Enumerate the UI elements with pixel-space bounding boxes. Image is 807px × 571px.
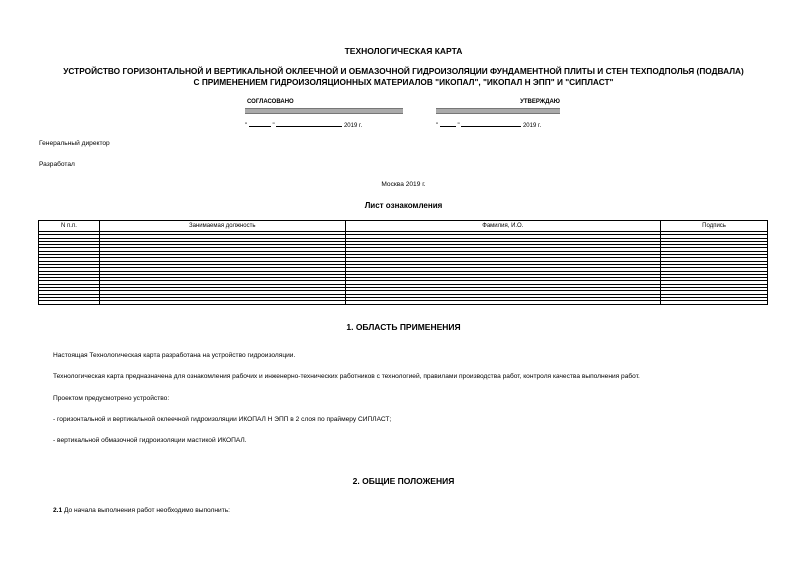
- approved-label: УТВЕРЖДАЮ: [520, 99, 560, 105]
- section1-paragraph-1: Настоящая Технологическая карта разработана на устройство гидроизоляции.: [53, 352, 296, 359]
- director-label: Генеральный директор: [39, 140, 110, 147]
- document-subtitle: [0, 66, 807, 88]
- section1-paragraph-3: Проектом предусмотрено устройство:: [53, 395, 170, 402]
- approval-left: [245, 99, 403, 129]
- quote-open: ": [245, 123, 248, 129]
- section1-list-item-1: - горизонтальной и вертикальной оклеечной гидроизоляции ИКОПАЛ Н ЭПП в 2 слоя по праймеру СИПЛАСТ;: [53, 416, 392, 423]
- col-signature: Подпись: [661, 221, 768, 232]
- approved-date-line: [436, 120, 560, 129]
- col-number: N п.п.: [39, 221, 100, 232]
- quote-open: ": [436, 123, 439, 129]
- table-cell: [39, 301, 100, 304]
- section1-list-item-2: - вертикальной обмазочной гидроизоляции мастикой ИКОПАЛ.: [53, 437, 247, 444]
- ack-table-body: [39, 232, 768, 305]
- document-title: ТЕХНОЛОГИЧЕСКАЯ КАРТА: [344, 46, 463, 56]
- section2-heading: 2. ОБЩИЕ ПОЛОЖЕНИЯ: [352, 476, 455, 486]
- item-text: До начала выполнения работ необходимо выполнить:: [62, 507, 230, 514]
- quote-close: ": [457, 123, 460, 129]
- developed-label: Разработал: [39, 161, 75, 168]
- table-cell: [661, 301, 768, 304]
- col-position: Занимаемая должность: [99, 221, 345, 232]
- year-text: 2019 г.: [522, 123, 542, 129]
- section1-heading: 1. ОБЛАСТЬ ПРИМЕНЕНИЯ: [346, 322, 461, 332]
- quote-close: ": [272, 123, 275, 129]
- ack-table: [38, 220, 768, 305]
- day-blank: [440, 120, 456, 127]
- approved-bar: [436, 108, 560, 114]
- subtitle-line-2: С ПРИМЕНЕНИЕМ ГИДРОИЗОЛЯЦИОННЫХ МАТЕРИАЛОВ "ИКОПАЛ", "ИКОПАЛ Н ЭПП" И "СИПЛАСТ": [193, 77, 614, 87]
- agreed-bar: [245, 108, 403, 114]
- agreed-date-line: [245, 120, 403, 129]
- table-row: [39, 301, 768, 304]
- subtitle-line-1: УСТРОЙСТВО ГОРИЗОНТАЛЬНОЙ И ВЕРТИКАЛЬНОЙ ОКЛЕЕЧНОЙ И ОБМАЗОЧНОЙ ГИДРОИЗОЛЯЦИИ ФУНДАМЕНТНОЙ ПЛИТЫ И СТЕН ТЕХПОДПОЛЬЯ (ПОДВАЛА): [63, 66, 744, 76]
- item-number: 2.1: [53, 507, 63, 514]
- section1-paragraph-2: Технологическая карта предназначена для ознакомления рабочих и инженерно-технических работников с технологией, правилами производства работ, контроля качества выполнения работ.: [53, 373, 640, 380]
- col-name: Фамилия, И.О.: [345, 221, 661, 232]
- approval-right: [436, 99, 560, 129]
- city-year: Москва 2019 г.: [381, 181, 426, 188]
- month-blank: [276, 120, 342, 127]
- day-blank: [249, 120, 271, 127]
- ack-sheet-heading: Лист ознакомления: [364, 201, 443, 210]
- table-cell: [99, 301, 345, 304]
- year-text: 2019 г.: [343, 123, 363, 129]
- section2-item-2-1: [53, 507, 230, 514]
- month-blank: [461, 120, 521, 127]
- agreed-label: СОГЛАСОВАНО: [247, 99, 294, 105]
- table-cell: [345, 301, 661, 304]
- ack-table-header: [39, 221, 768, 232]
